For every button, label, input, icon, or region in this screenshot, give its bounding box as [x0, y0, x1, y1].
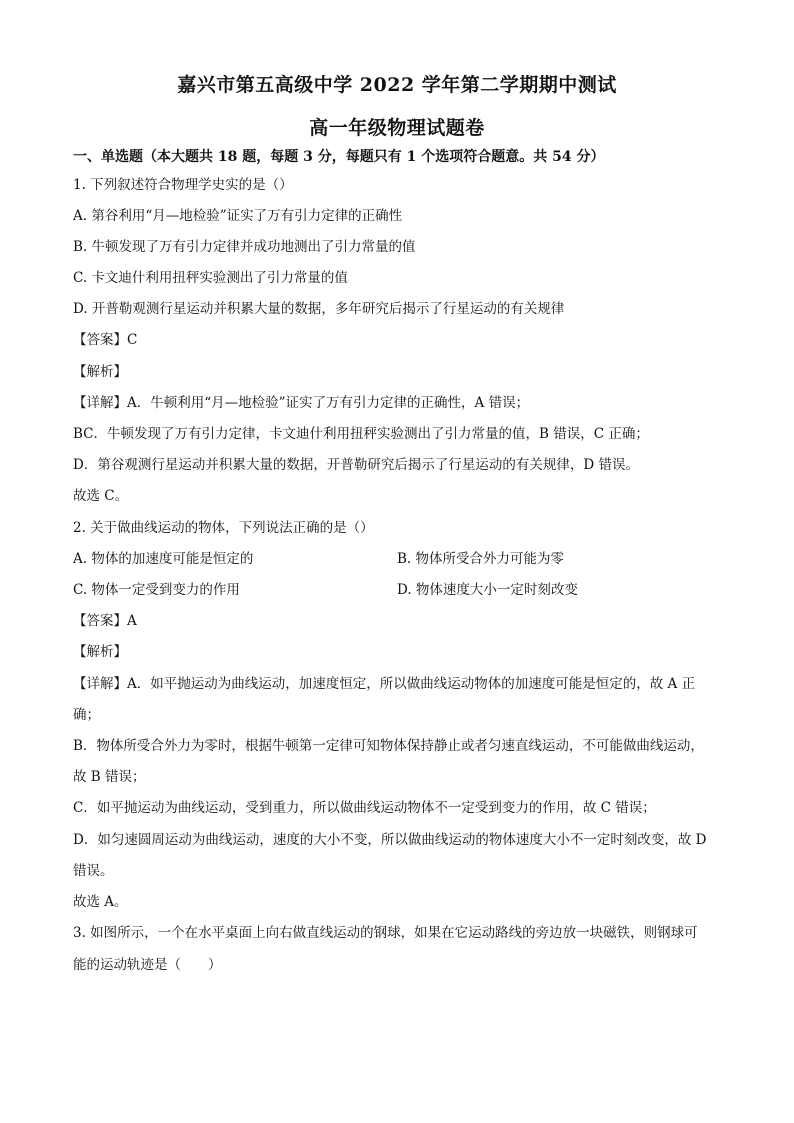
- q2-answer: 【答案】A: [73, 613, 137, 629]
- q2-option-c: C. 物体一定受到变力的作用: [73, 582, 240, 598]
- q2-detail-line: 故 B 错误；: [73, 769, 146, 785]
- q1-option-a: A. 第谷利用“月—地检验”证实了万有引力定律的正确性: [73, 208, 403, 224]
- q2-detail-line: 确；: [73, 707, 100, 723]
- exam-subtitle: 高一年级物理试题卷: [309, 117, 485, 139]
- q1-stem: 1. 下列叙述符合物理学史实的是（）: [73, 177, 293, 193]
- q2-detail-line: C．如平抛运动为曲线运动，受到重力，所以做曲线运动物体不一定受到变力的作用，故 C 错误；: [73, 800, 656, 816]
- q1-option-d: D. 开普勒观测行星运动并积累大量的数据，多年研究后揭示了行星运动的有关规律: [73, 301, 565, 317]
- q1-detail-line: D．第谷观测行星运动并积累大量的数据，开普勒研究后揭示了行星运动的有关规律，D 错误。: [73, 457, 639, 473]
- q1-option-b: B. 牛顿发现了万有引力定律并成功地测出了引力常量的值: [73, 239, 416, 255]
- q2-detail-line: B．物体所受合外力为零时，根据牛顿第一定律可知物体保持静止或者匀速直线运动，不可能做曲线运动，: [73, 738, 704, 754]
- q3-stem-line: 3. 如图所示，一个在水平桌面上向右做直线运动的钢球，如果在它运动路线的旁边放一块磁铁，则钢球可: [73, 925, 698, 941]
- section-heading: 一、单选题（本大题共 18 题，每题 3 分，每题只有 1 个选项符合题意。共 54 分）: [73, 149, 605, 165]
- q2-analysis-label: 【解析】: [73, 644, 127, 660]
- q1-answer: 【答案】C: [73, 332, 138, 348]
- q2-option-b: B. 物体所受合外力可能为零: [397, 551, 565, 567]
- q1-detail-line: 【详解】A．牛顿利用“月—地检验”证实了万有引力定律的正确性，A 错误；: [73, 395, 530, 411]
- q2-conclusion: 故选 A。: [73, 894, 128, 910]
- q2-option-d: D. 物体速度大小一定时刻改变: [397, 582, 578, 598]
- q1-option-c: C. 卡文迪什利用扭秤实验测出了引力常量的值: [73, 270, 348, 286]
- q1-analysis-label: 【解析】: [73, 364, 127, 380]
- q2-stem: 2. 关于做曲线运动的物体，下列说法正确的是（）: [73, 520, 374, 536]
- q2-detail-line: D．如匀速圆周运动为曲线运动，速度的大小不变，所以做曲线运动的物体速度大小不一定时刻改变，故 D: [73, 832, 707, 848]
- q1-detail-line: BC．牛顿发现了万有引力定律，卡文迪什利用扭秤实验测出了引力常量的值，B 错误，C 正确；: [73, 426, 649, 442]
- exam-title: 嘉兴市第五高级中学 2022 学年第二学期期中测试: [177, 74, 617, 96]
- q2-detail-line: 错误。: [73, 863, 114, 879]
- q3-stem-line: 能的运动轨迹是（ ）: [73, 957, 222, 973]
- q2-option-a: A. 物体的加速度可能是恒定的: [73, 551, 254, 567]
- q1-conclusion: 故选 C。: [73, 488, 129, 504]
- q2-detail-line: 【详解】A．如平抛运动为曲线运动，加速度恒定，所以做曲线运动物体的加速度可能是恒定的，故 A 正: [73, 676, 696, 692]
